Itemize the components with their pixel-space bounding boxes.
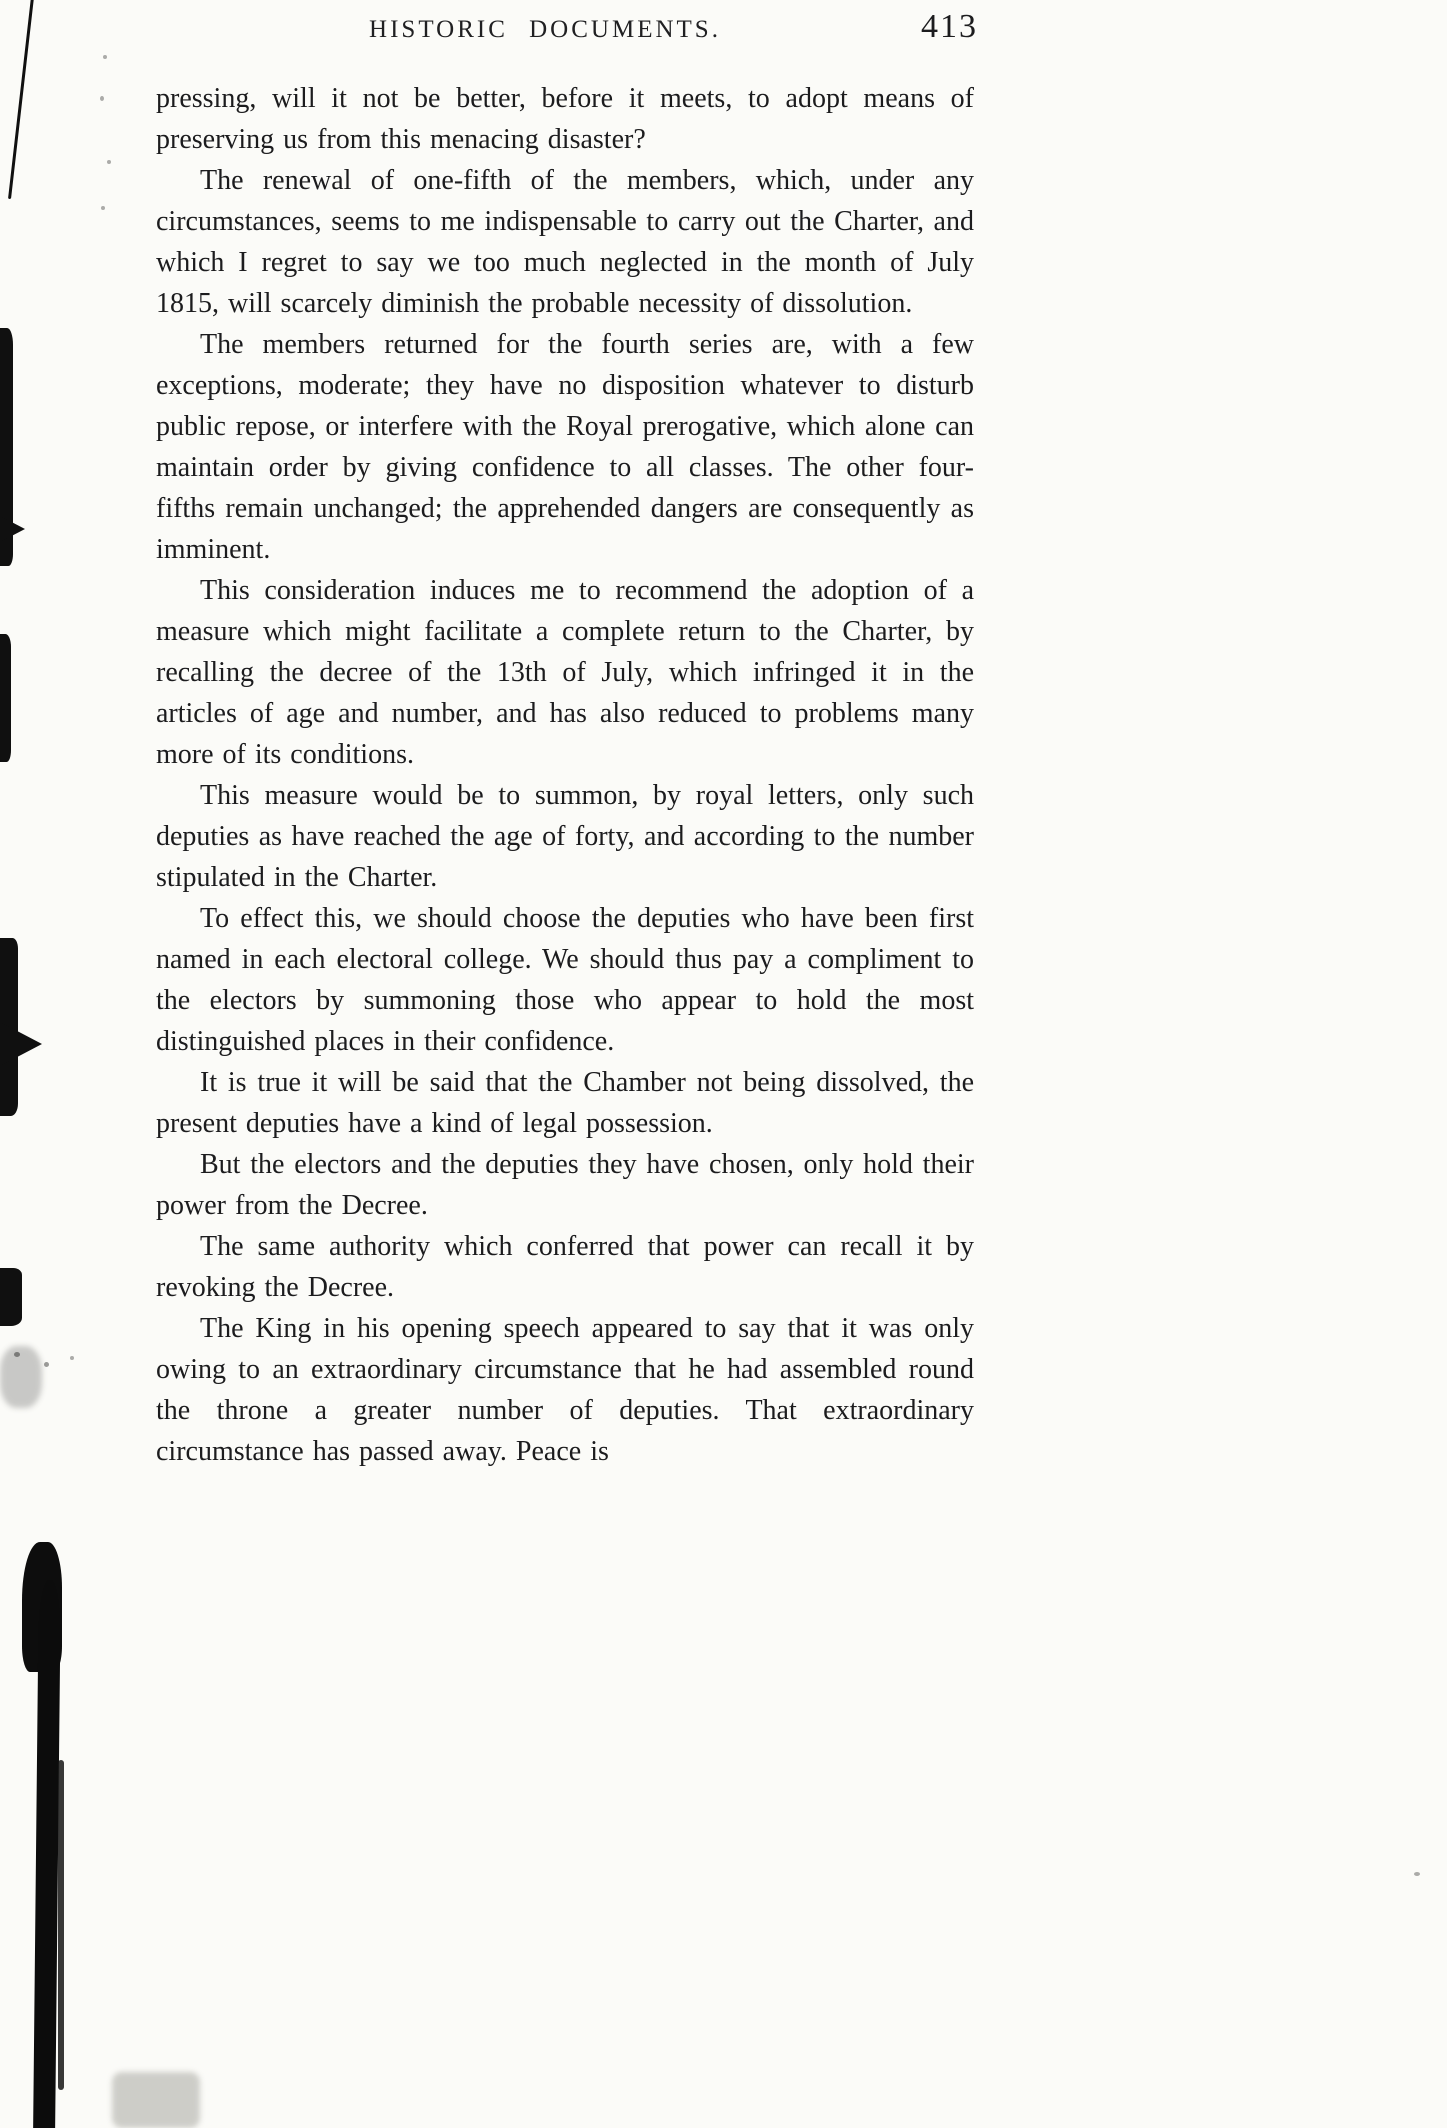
scan-artifact-thin-streak — [58, 1760, 64, 2090]
paragraph: To effect this, we should choose the deputies who have been first named in each electoral college. We should thus pay a compliment to the electors by summoning those who appear to hold the most distinguished places in their confidence. — [156, 903, 974, 1057]
scan-speck — [14, 1352, 20, 1357]
scan-speck — [100, 96, 104, 101]
paragraph: It is true it will be said that the Chamber not being dissolved, the present deputies have a kind of legal possession. — [156, 1067, 974, 1139]
paragraph: This consideration induces me to recommend the adoption of a measure which might facilitate a complete return to the Charter, by recalling the decree of the 13th of July, which infringed it in the articles of age and number, and has also reduced to problems many more of its conditions. — [156, 575, 974, 770]
paragraph: But the electors and the deputies they have chosen, only hold their power from the Decree. — [156, 1149, 974, 1221]
page-number: 413 — [921, 8, 978, 45]
paragraph: pressing, will it not be better, before it meets, to adopt means of preserving us from this menacing disaster? — [156, 83, 974, 155]
scan-artifact-bottom-smudge — [112, 2072, 200, 2128]
running-header — [156, 8, 978, 58]
paragraph: The same authority which conferred that power can recall it by revoking the Decree. — [156, 1231, 974, 1303]
scan-speck — [101, 206, 105, 210]
paragraph: The renewal of one-fifth of the members, which, under any circumstances, seems to me indispensable to carry out the Charter, and which I regret to say we too much neglected in the month of July 1815, will scarcely diminish the probable necessity of dissolution. — [156, 165, 974, 319]
scan-speck — [107, 160, 111, 164]
paragraph: The members returned for the fourth series are, with a few exceptions, moderate; they have no disposition whatever to disturb public repose, or interfere with the Royal prerogative, which alone can maintain order by giving confidence to all classes. The other four-fifths remain unchanged; the apprehended dangers are consequently as imminent. — [156, 329, 974, 565]
page-text — [156, 78, 974, 1472]
scan-artifact-gray-smudge — [0, 1346, 42, 1408]
scan-artifact-ink-blob — [0, 634, 11, 762]
scan-speck — [103, 55, 107, 59]
scan-speck — [1414, 1872, 1420, 1876]
text-column — [156, 8, 978, 1472]
scan-artifact-ink-streak — [33, 1580, 61, 2128]
scan-speck — [44, 1362, 49, 1367]
scan-artifact-ink-wedge — [0, 1022, 42, 1066]
running-header-title: HISTORIC DOCUMENTS. — [369, 16, 721, 43]
scan-artifact-ink-notch — [0, 516, 25, 542]
paragraph: This measure would be to summon, by royal letters, only such deputies as have reached the age of forty, and according to the number stipulated in the Charter. — [156, 780, 974, 893]
scan-artifact-ink-mark — [0, 1268, 22, 1326]
scan-artifact-diagonal-line — [8, 0, 34, 199]
paragraph: The King in his opening speech appeared to say that it was only owing to an extraordinary circumstance that he had assembled round the throne a greater number of deputies. That extraordinary circumstance has passed away. Peace is — [156, 1313, 974, 1467]
scan-speck — [70, 1356, 74, 1360]
